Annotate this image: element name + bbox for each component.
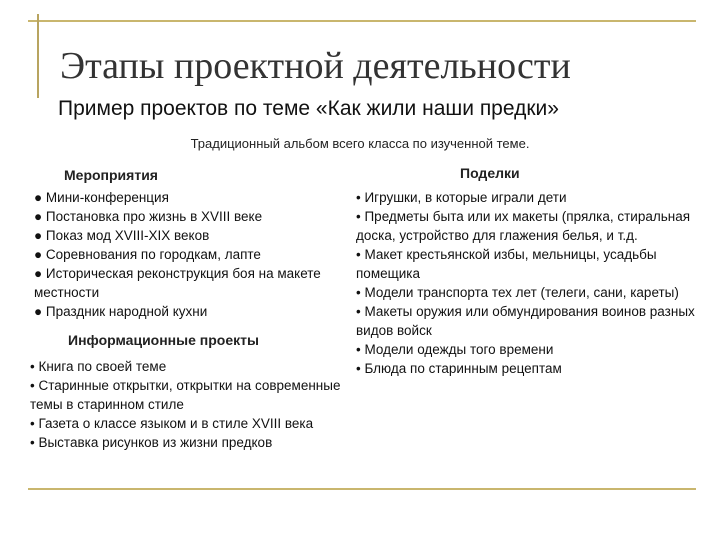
info-projects-heading: Информационные проекты xyxy=(68,332,259,348)
list-item: • Модели транспорта тех лет (телеги, сани, кареты) xyxy=(356,285,679,300)
list-item: • Макет крестьянской избы, мельницы, усадьбы помещика xyxy=(356,247,657,281)
slide-title: Этапы проектной деятельности xyxy=(60,45,571,87)
list-item: ● Показ мод XVIII-XIX веков xyxy=(34,228,210,243)
list-item: ● Праздник народной кухни xyxy=(34,304,208,319)
list-item: ● Мини-конференция xyxy=(34,190,169,205)
crafts-heading: Поделки xyxy=(460,165,520,181)
slide-subtitle: Пример проектов по теме «Как жили наши предки» xyxy=(58,97,559,120)
list-item: • Книга по своей теме xyxy=(30,359,167,374)
list-item: • Предметы быта или их макеты (прялка, стиральная доска, устройство для глажения белья, и т.д. xyxy=(356,209,691,243)
list-item: • Модели одежды того времени xyxy=(356,342,554,357)
list-item: ● Историческая реконструкция боя на макете местности xyxy=(34,266,321,300)
list-item: • Старинные открытки, открытки на современные темы в старинном стиле xyxy=(30,378,341,412)
list-item: ● Постановка про жизнь в XVIII веке xyxy=(34,209,263,224)
info-projects-list xyxy=(30,357,350,452)
list-item: • Блюда по старинным рецептам xyxy=(356,361,562,376)
list-item: • Выставка рисунков из жизни предков xyxy=(30,435,273,450)
list-item: • Газета о классе языком и в стиле XVIII века xyxy=(30,416,314,431)
left-accent-line xyxy=(37,14,39,98)
events-list xyxy=(34,188,344,321)
crafts-list xyxy=(356,188,696,378)
bottom-divider-line xyxy=(28,488,696,490)
album-caption: Традиционный альбом всего класса по изученной теме. xyxy=(190,136,530,151)
top-divider-line xyxy=(28,20,696,22)
list-item: ● Соревнования по городкам, лапте xyxy=(34,247,261,262)
events-heading: Мероприятия xyxy=(64,167,158,183)
list-item: • Игрушки, в которые играли дети xyxy=(356,190,567,205)
list-item: • Макеты оружия или обмундирования воинов разных видов войск xyxy=(356,304,695,338)
